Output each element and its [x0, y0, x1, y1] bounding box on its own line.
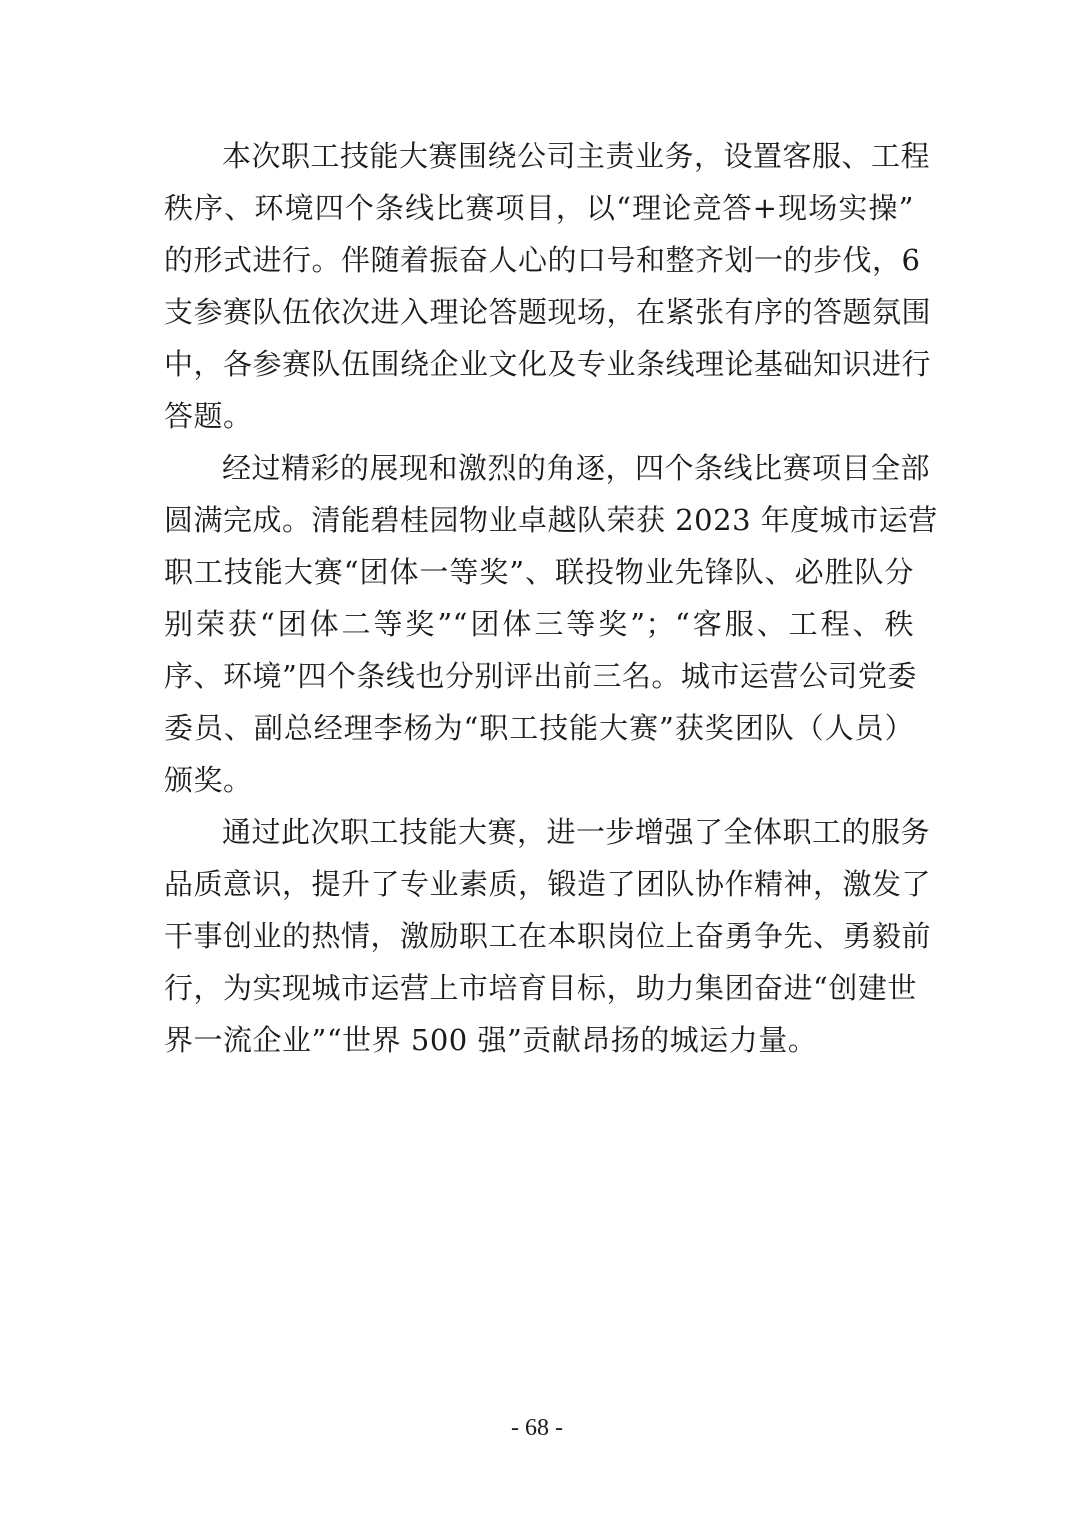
text-line: 委员、副总经理李杨为“职工技能大赛”获奖团队（人员）	[164, 711, 914, 745]
paragraph-3	[164, 806, 932, 1066]
text-line: 品质意识，提升了专业素质，锻造了团队协作精神，激发了	[164, 867, 932, 901]
text-line: 行，为实现城市运营上市培育目标，助力集团奋进“创建世	[164, 971, 917, 1005]
text-line: 本次职工技能大赛围绕公司主责业务，设置客服、工程	[222, 139, 931, 173]
text-line: 的形式进行。伴随着振奋人心的口号和整齐划一的步伐，6	[164, 243, 921, 277]
text-line: 圆满完成。清能碧桂园物业卓越队荣获 2023 年度城市运营	[164, 503, 938, 537]
text-line: 支参赛队伍依次进入理论答题现场，在紧张有序的答题氛围	[164, 295, 932, 329]
page-number: - 68 -	[511, 1415, 563, 1441]
text-line: 秩序、环境四个条线比赛项目，以“理论竞答+现场实操”	[164, 191, 914, 225]
text-line: 别荣获“团体二等奖”“团体三等奖”；“客服、工程、秩	[164, 607, 914, 641]
body-text	[164, 130, 938, 1066]
text-line: 界一流企业”“世界 500 强”贡献昂扬的城运力量。	[164, 1023, 818, 1057]
text-line: 干事创业的热情，激励职工在本职岗位上奋勇争先、勇毅前	[164, 919, 932, 953]
text-line: 通过此次职工技能大赛，进一步增强了全体职工的服务	[222, 815, 931, 849]
text-line: 颁奖。	[164, 763, 253, 797]
text-line: 序、环境”四个条线也分别评出前三名。城市运营公司党委	[164, 659, 917, 693]
paragraph-2	[164, 442, 938, 806]
text-line: 经过精彩的展现和激烈的角逐，四个条线比赛项目全部	[222, 451, 931, 485]
paragraph-1	[164, 130, 932, 442]
text-line: 答题。	[164, 399, 253, 433]
text-line: 职工技能大赛“团体一等奖”、联投物业先锋队、必胜队分	[164, 555, 914, 589]
text-line: 中，各参赛队伍围绕企业文化及专业条线理论基础知识进行	[164, 347, 932, 381]
